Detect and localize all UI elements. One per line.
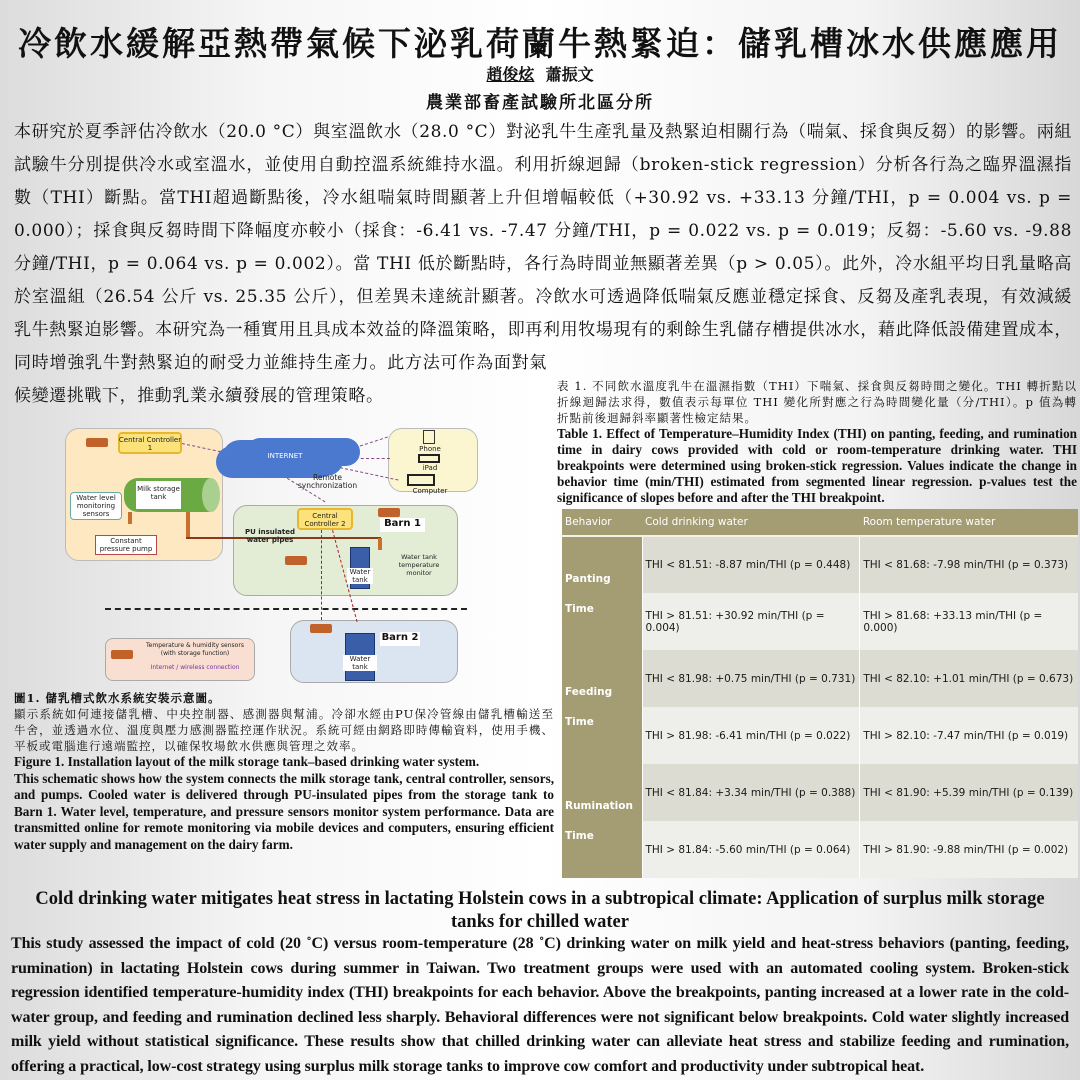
cell: THI < 81.68: -7.98 min/THI (p = 0.373) [860, 536, 1078, 593]
cell: THI < 82.10: +1.01 min/THI (p = 0.673) [860, 650, 1078, 707]
link-line [340, 437, 388, 453]
tank-end [202, 478, 220, 512]
table-caption-zh: 表 1. 不同飲水溫度乳牛在溫濕指數（THI）下喘氣、採食與反芻時間之變化。THI 轉折點以折線迴歸法求得，數值表示每單位 THI 變化所對應之行為時間變化量（分/THI）。p 值為轉折點前後迴歸斜率顯著性檢定結果。 [557, 379, 1077, 425]
barn-2-label: Barn 2 [380, 632, 420, 646]
water-tank-monitor-label: Water tank temperature monitor [398, 553, 440, 577]
divider [105, 608, 467, 610]
header-room: Room temperature water [860, 509, 1078, 536]
sensor-icon [86, 438, 108, 447]
affiliation: 農業部畜產試驗所北區分所 [426, 93, 654, 113]
author-1: 趙俊炫 [486, 65, 535, 84]
abstract-en: This study assessed the impact of cold (20 ˚C) versus room-temperature (28 ˚C) drinking water on milk yield and heat-stress behaviors (panting, feeding, rumination) in lactating Holstein cows during summer in Taiwan. Two treatment groups were used with an automated cooling system. Broken-stick regression identified temperature-humidity index (THI) breakpoints for each behavior. Above the breakpoints, panting increased at a lower rate in the cold-water group, and feeding and rumination declined less sharply. Behavioral differences were not significant below breakpoints. Cold water slightly increased milk yield without statistical significance. These results show that chilled drinking water can alleviate heat stress and stabilize feeding and rumination, offering a practical, low-cost strategy using surplus milk storage tanks to improve cow comfort and productivity under subtropical heat. [11, 935, 1069, 1075]
remote-sync-label: Remote synchronization [297, 473, 358, 490]
figure-caption-zh: 顯示系統如何連接儲乳槽、中央控制器、感測器與幫浦。冷卻水經由PU保冷管線由儲乳槽輸送至牛舍，並透過水位、溫度與壓力感測器監控運作狀況。系統可經由網路即時傳輸資料，使用手機、平板或電腦進行遠端監控，以確保牧場飲水供應與管理之效率。 [14, 707, 554, 753]
cell: THI > 81.51: +30.92 min/THI (p = 0.004) [642, 593, 860, 650]
cell: THI > 81.98: -6.41 min/THI (p = 0.022) [642, 707, 860, 764]
cell: THI > 81.84: -5.60 min/THI (p = 0.064) [642, 821, 860, 878]
pipe [186, 512, 190, 538]
poster-title-en: Cold drinking water mitigates heat stress in lactating Holstein cows in a subtropical climate: Application of surplus milk storage tanks for chilled water [35, 889, 1045, 932]
controller-1-label: Central Controller 1 [118, 436, 182, 452]
cell: THI < 81.90: +5.39 min/THI (p = 0.139) [860, 764, 1078, 821]
authors [0, 62, 1080, 85]
cell: THI < 81.51: -8.87 min/THI (p = 0.448) [642, 536, 860, 593]
table-caption-en: Table 1. Effect of Temperature–Humidity Index (THI) on panting, feeding, and rumination time in dairy cows provided with cold or room-temperature drinking water. THI breakpoints were determined using broken-stick regression. Values indicate the change in behavior time (min/THI) estimated from segmented linear regression. p-values test the significance of slopes before and after the THI breakpoint. [557, 426, 1077, 505]
legend-line-label: Internet / wireless connection [150, 664, 240, 671]
abstract-zh-block [14, 116, 1072, 414]
ipad-icon [418, 454, 440, 463]
header-cold: Cold drinking water [642, 509, 860, 536]
internet-label: INTERNET [267, 452, 303, 460]
milk-tank-label: Milk storage tank [137, 485, 180, 501]
figure-caption [14, 690, 554, 853]
legend-sensor-label: Temperature & humidity sensors (with storage function) [146, 642, 244, 657]
author-2: 蕭振文 [545, 65, 594, 84]
barn-1-label: Barn 1 [380, 518, 425, 532]
computer-icon [407, 474, 435, 486]
pipe [128, 512, 132, 524]
pump-label: Constant pressure pump [95, 535, 157, 555]
computer-label: Computer [412, 487, 448, 495]
sensor-icon [285, 556, 307, 565]
poster-title-zh: 冷飲水緩解亞熱帶氣候下泌乳荷蘭牛熱緊迫：儲乳槽冰水供應應用 [18, 24, 1062, 63]
cell: THI > 82.10: -7.47 min/THI (p = 0.019) [860, 707, 1078, 764]
cell: THI > 81.68: +33.13 min/THI (p = 0.000) [860, 593, 1078, 650]
table-row [562, 764, 1078, 821]
sensor-icon [310, 624, 332, 633]
water-tank-label: Water tank [343, 655, 377, 671]
figure-caption-en: This schematic shows how the system connects the milk storage tank, central controller, sensors, and pumps. Cooled water is delivered through PU-insulated pipes from the storage tank to Barn 1. Water level, temperature, and pressure sensors monitor system performance. Data are transmitted online for remote monitoring via mobile devices and computers, ensuring efficient water supply and management on the dairy farm. [14, 770, 554, 852]
table-row [562, 536, 1078, 593]
pu-pipes-label: PU insulated water pipes [244, 528, 295, 544]
phone-icon [423, 430, 435, 444]
abstract-zh: 本研究於夏季評估冷飲水（20.0 °C）與室溫飲水（28.0 °C）對泌乳牛生產乳量及熱緊迫相關行為（喘氣、採食與反芻）的影響。兩組試驗牛分別提供冷水或室溫水，並使用自動控溫系統維持水溫。利用折線迴歸（broken-stick regression）分析各行為之臨界溫濕指數（THI）斷點。當THI超過斷點後，冷水組喘氣時間顯著上升但增幅較低（+30.92 vs. +33.13 分鐘/THI，p = 0.004 vs. p = 0.000）；採食與反芻時間下降幅度亦較小（採食：-6.41 vs. -7.47 分鐘/THI，p = 0.022 vs. p = 0.019；反芻：-5.60 vs. -9.88 分鐘/THI，p = 0.064 vs. p = 0.002）。當 THI 低於斷點時，各行為時間並無顯著差異（p > 0.05）。此外，冷水組平均日乳量略高於室溫組（26.54 公斤 vs. 25.35 公斤），但差異未達統計顯著。冷飲水可透過降低喘氣反應並穩定採食、反芻及產乳表現，有效減緩乳牛熱緊迫影響。本研究為一種實用且具成本效益的降溫策略，即再利用牧場現有的剩餘生乳儲存槽提供冰水，藉此降低設備建置成本，同時增強乳牛對熱緊迫的耐受力並維持生產力。此方法可作為面對氣候變遷挑戰下，推動乳業永續發展的管理策略。 [14, 122, 1072, 406]
table-caption [557, 378, 1077, 506]
behavior-cell: Feeding Time [562, 650, 642, 764]
ipad-label: iPad [422, 464, 438, 472]
sensor-icon [111, 650, 133, 659]
water-level-label: Water level monitoring sensors [70, 492, 122, 520]
results-table [562, 509, 1078, 878]
behavior-cell: Panting Time [562, 536, 642, 650]
phone-label: Phone [419, 445, 441, 453]
table-row [562, 650, 1078, 707]
behavior-cell: Rumination Time [562, 764, 642, 878]
figure-caption-zh-title: 圖1. 儲乳槽式飲水系統安裝示意圖。 [14, 691, 221, 705]
figure-caption-en-title: Figure 1. Installation layout of the milk storage tank–based drinking water system. [14, 754, 480, 769]
pipe [378, 538, 382, 550]
link-line [321, 530, 322, 620]
header-behavior: Behavior [562, 509, 642, 536]
link-line [345, 458, 390, 459]
controller-2-label: Central Controller 2 [304, 512, 346, 528]
cell: THI < 81.98: +0.75 min/THI (p = 0.731) [642, 650, 860, 707]
cell: THI > 81.90: -9.88 min/THI (p = 0.002) [860, 821, 1078, 878]
cell: THI < 81.84: +3.34 min/THI (p = 0.388) [642, 764, 860, 821]
sensor-icon [378, 508, 400, 517]
water-tank-label: Water tank [347, 568, 373, 584]
